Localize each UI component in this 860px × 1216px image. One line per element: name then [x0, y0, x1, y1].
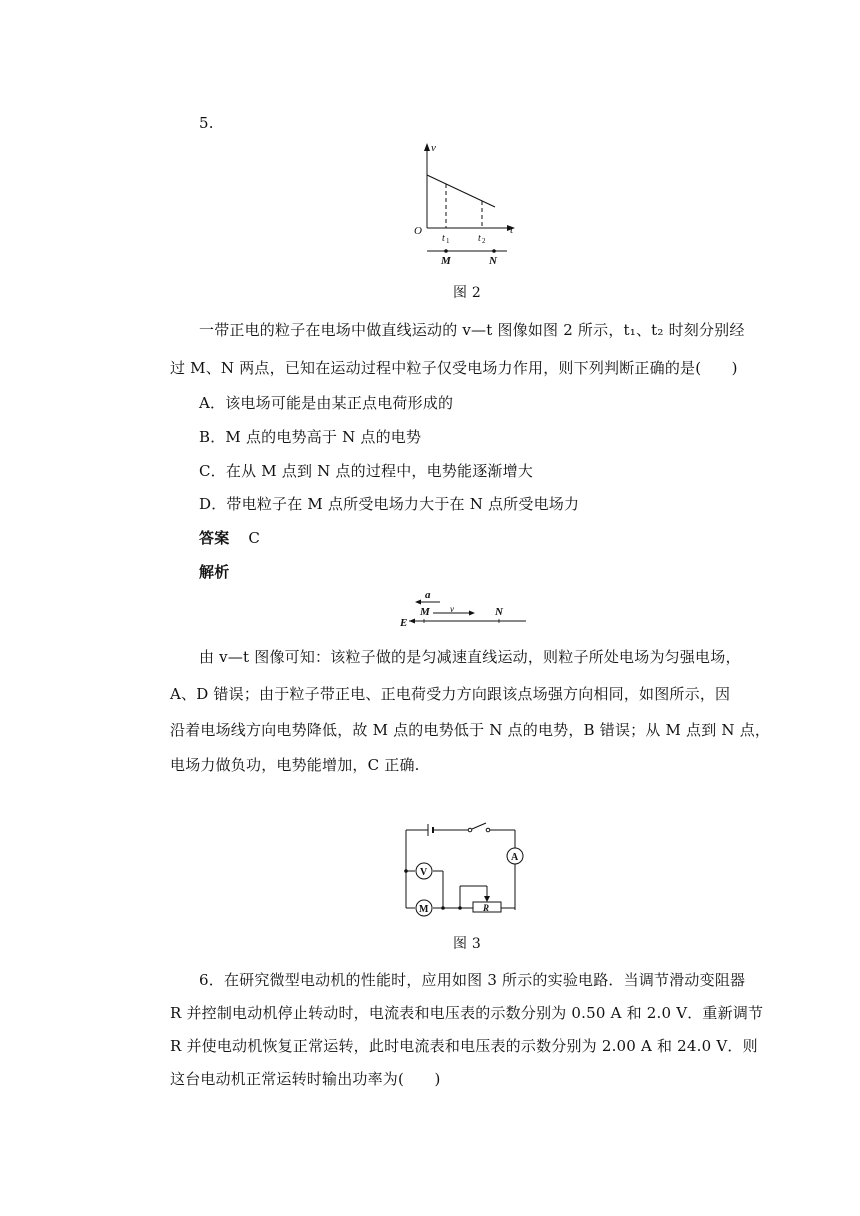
- acceleration-label: a: [425, 589, 431, 601]
- q5-option-d: D．带电粒子在 M 点所受电场力大于在 N 点所受电场力: [199, 495, 580, 513]
- q5-option-a: A．该电场可能是由某正点电荷形成的: [199, 394, 454, 412]
- analysis-point-n: N: [495, 606, 503, 618]
- answer-label: 答案: [199, 529, 230, 547]
- q5-option-c: C．在从 M 点到 N 点的过程中，电势能逐渐增大: [199, 462, 534, 480]
- v-axis-label: v: [431, 142, 436, 154]
- v-axis-arrow: [424, 143, 430, 151]
- figure-2-caption: 图 2: [453, 285, 481, 301]
- field-arrowhead: [409, 619, 415, 624]
- figure-3-caption: 图 3: [453, 936, 481, 952]
- junction-left: [404, 869, 408, 873]
- rheostat-label: R: [483, 903, 490, 913]
- q5-stem-line2: 过 M、N 两点，已知在运动过程中粒子仅受电场力作用，则下列判断正确的是( ): [170, 359, 738, 377]
- analysis-line4: 电场力做负功，电势能增加，C 正确.: [170, 756, 420, 774]
- switch-blade: [472, 823, 486, 829]
- t1-subscript: 1: [446, 237, 450, 245]
- q6-line1: 6．在研究微型电动机的性能时，应用如图 3 所示的实验电路．当调节滑动变阻器: [199, 971, 746, 989]
- velocity-arrowhead: [469, 611, 475, 616]
- junction-bottom: [441, 906, 445, 910]
- origin-label: O: [414, 225, 422, 237]
- point-m-dot: [444, 249, 448, 253]
- q6-line3: R 并使电动机恢复正常运转，此时电流表和电压表的示数分别为 2.00 A 和 24.0 V．则: [170, 1037, 758, 1055]
- velocity-line: [427, 175, 495, 207]
- figure-circuit: [398, 822, 528, 922]
- switch-contact-left: [468, 828, 472, 832]
- question-number-5: 5.: [199, 114, 214, 132]
- answer-row: [199, 528, 260, 548]
- slider-arrow: [484, 896, 490, 902]
- q6-line2: R 并控制电动机停止转动时，电流表和电压表的示数分别为 0.50 A 和 2.0 V．重新调节: [170, 1004, 764, 1022]
- point-m-label: M: [441, 255, 451, 265]
- field-e-label: E: [400, 617, 408, 629]
- acceleration-arrowhead: [415, 600, 421, 605]
- analysis-line2: A、D 错误；由于粒子带正电、正电荷受力方向跟该点场强方向相同，如图所示，因: [170, 685, 731, 703]
- analysis-line1: 由 v—t 图像可知：该粒子做的是匀减速直线运动，则粒子所处电场为匀强电场，: [199, 648, 741, 666]
- figure-vt-graph: [405, 140, 530, 265]
- motor-label: M: [419, 904, 429, 915]
- analysis-field-figure: [395, 586, 530, 630]
- point-n-dot: [492, 249, 496, 253]
- point-n-label: N: [489, 255, 497, 265]
- analysis-point-m: M: [420, 606, 430, 618]
- analysis-label: 解析: [199, 563, 230, 581]
- analysis-line3: 沿着电场线方向电势降低，故 M 点的电势低于 N 点的电势，B 错误；从 M 点到 N 点，: [170, 721, 771, 739]
- t1-label: t: [442, 233, 445, 244]
- voltmeter-label: V: [420, 867, 428, 878]
- t2-label: t: [478, 233, 481, 244]
- q6-line4: 这台电动机正常运转时输出功率为( ): [170, 1070, 441, 1088]
- velocity-label: v: [450, 604, 454, 614]
- ammeter-label: A: [511, 852, 519, 863]
- q5-stem-line1: 一带正电的粒子在电场中做直线运动的 v—t 图像如图 2 所示，t₁、t₂ 时刻分别经: [199, 321, 745, 339]
- q5-option-b: B．M 点的电势高于 N 点的电势: [199, 428, 422, 446]
- t2-subscript: 2: [482, 237, 486, 245]
- t-axis-label: t: [510, 224, 514, 236]
- junction-slider: [458, 906, 462, 910]
- answer-value: C: [248, 529, 261, 547]
- switch-contact-right: [486, 828, 490, 832]
